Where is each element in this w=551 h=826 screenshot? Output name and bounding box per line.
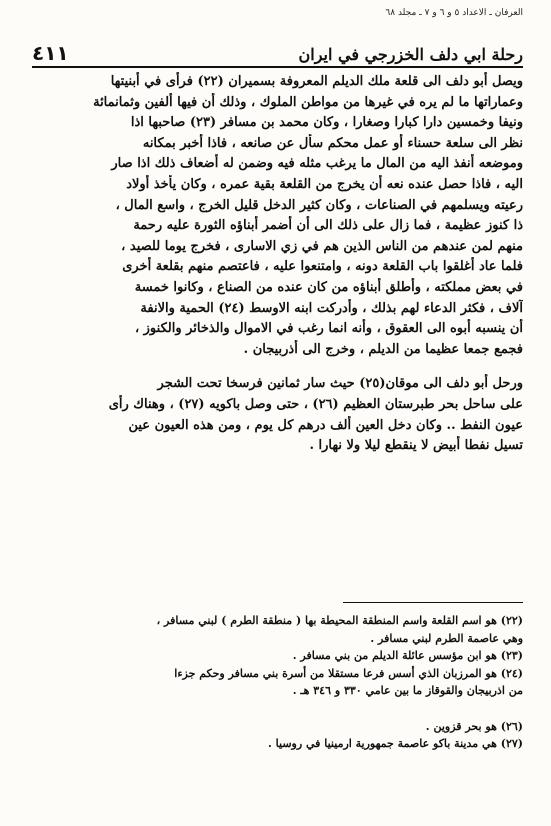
text-line: آلاف ، فكثر الدعاء لهم بذلك ، وأدركت ابنه الاوسط (٢٤) الحمية والانفة [140, 300, 523, 316]
text-line: تسيل نفطا أبيض لا ينقطع ليلا ولا نهارا . [309, 438, 523, 454]
footnote-group [40, 718, 523, 753]
text-line: فلما عاد أغلقوا باب القلعة دونه ، وامتنعوا عليه ، فاعتصم منهم بقلعة أخرى [122, 259, 523, 275]
text-line: منهم لمن عندهم من الناس الذين هم في زي الاسارى ، فخرج يوما للصيد ، [121, 238, 523, 254]
journal-issue-line: العرفان ـ الاعداد ٥ و ٦ و ٧ ـ مجلد ٦٨ [385, 8, 523, 18]
footnote-line: (٢٦) هو بحر قزوين . [425, 719, 523, 733]
body-text [40, 72, 523, 457]
text-line: نظر الى سلعة حسناء أو عمل محكم سأل عن صانعه ، فاذا أخبر بمكانه [142, 135, 523, 151]
body-paragraph [40, 72, 523, 360]
footnote-line: من اذربيجان والقوقاز ما بين عامي ٣٣٠ و ٣٤٦ هـ . [292, 684, 523, 697]
text-line: ونيفا وخمسين دارا كبارا وصغارا ، وكان محمد بن مسافر (٢٣) صاحبها اذا [130, 115, 523, 131]
text-line: اليه ، فاذا حصل عنده نعه أن يخرج من القلعة بقية عمره ، وكان يأخذ أولاد [126, 176, 523, 192]
page-header [32, 36, 523, 68]
text-line: فجمع جمعا عظيما من الديلم ، وخرج الى أذربيجان . [243, 341, 523, 357]
footnote-line: (٢٢) هو اسم القلعة واسم المنطقة المحيطة بها ( منطقة الطرم ) لبني مسافر ، [156, 614, 523, 627]
running-title: رحلة ابي دلف الخزرجي في ايران [298, 45, 523, 64]
text-line: على ساحل بحر طبرستان العظيم (٢٦) ، حتى وصل باكويه (٢٧) ، وهناك رأى [108, 396, 523, 412]
footnote-group [40, 612, 523, 700]
footnote-line: (٢٤) هو المرزبان الذي أسس فرعا مستقلا من أسرة بني مسافر وحكم جزءا [174, 666, 523, 680]
text-line: ويصل أبو دلف الى قلعة ملك الديلم المعروفة بسميران (٢٢) فرأى في أبنيتها [110, 74, 523, 89]
text-line: ورحل أبو دلف الى موقان(٢٥) حيث سار ثمانين فرسخا تحت الشجر [157, 376, 523, 392]
text-line: في بعض مملكته ، وأطلق أبناؤه من كان عنده من الصناع ، وكانوا خمسة [134, 279, 523, 295]
footnote-line: (٢٣) هو ابن مؤسس عائلة الديلم من بني مسافر . [292, 649, 523, 662]
text-line: أن ينسبه أبوه الى العقوق ، وأنه انما رغب في الاموال والذخائر والكنوز ، [134, 321, 523, 337]
text-line: رعيته ويسلمهم في الصناعات ، وكان كثير الدخل قليل الخرج ، واسع المال ، [115, 197, 523, 213]
footnotes [40, 612, 523, 753]
text-line: عيون النفط .. وكان دخل العين ألف درهم كل يوم ، ومن هذه العيون عين [128, 417, 523, 433]
footnote-line: (٢٧) هي مدينة باكو عاصمة جمهورية ارمينيا في روسيا . [268, 737, 523, 750]
text-line: وعماراتها ما لم يره في غيرها من مواطن الملوك ، وذلك أن فيها ألفين وثمانمائة [93, 94, 523, 110]
text-line: ذا كنوز عظيمة ، فما زال على ذلك الى أن أضمر أبناؤه الثورة عليه رحمة [133, 218, 523, 234]
text-line: وموضعه أنفذ اليه من المال ما يرغب مثله فيه وضمن له أضعاف ذلك اذا صار [111, 156, 523, 172]
footnote-divider [343, 602, 523, 603]
page-number: ٤١١ [32, 41, 69, 65]
body-paragraph [40, 374, 523, 456]
footnote-line: وهي عاصمة الطرم لبني مسافر . [370, 631, 523, 645]
